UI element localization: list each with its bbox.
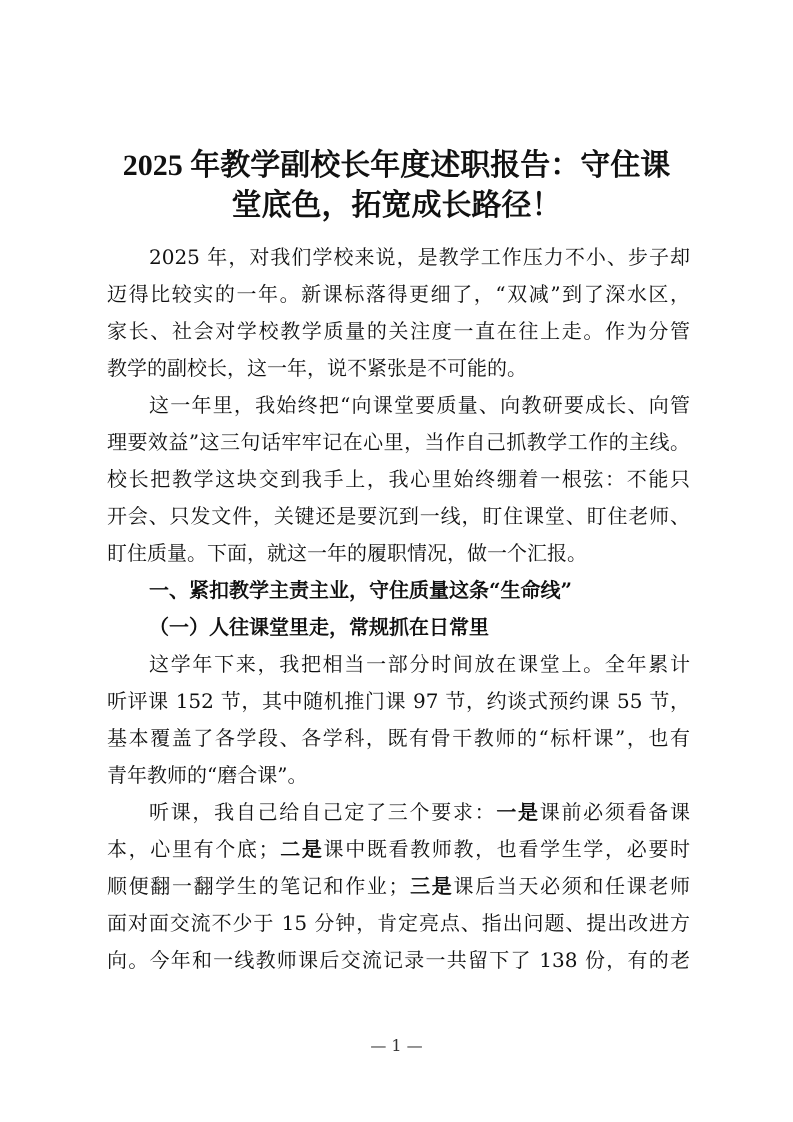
text-line: 这一年里，我始终把“向课堂要质量、向教研要成长、向管 xyxy=(149,393,690,417)
text-line xyxy=(107,905,690,942)
text-line: 一、紧扣教学主责主业，守住质量这条“生命线” xyxy=(149,578,573,602)
bold-text: 一是 xyxy=(496,800,540,824)
title-line-1: 2025 年教学副校长年度述职报告：守住课 xyxy=(122,149,671,182)
text-line: 开会、只发文件，关键还是要沉到一线，盯住课堂、盯住老师、 xyxy=(107,504,690,528)
document-body xyxy=(107,239,690,979)
text-line: 理要效益”这三句话牢牢记在心里，当作自己抓教学工作的主线。 xyxy=(107,430,690,454)
text-segment: 课后当天必须和任课老师 xyxy=(453,874,691,898)
text-line: 2025 年，对我们学校来说，是教学工作压力不小、步子却 xyxy=(149,245,690,269)
paragraph xyxy=(107,387,690,572)
text-line: 迈得比较实的一年。新课标落得更细了，“双减”到了深水区， xyxy=(107,282,690,306)
text-segment: 面对面交流不少于 15 分钟，肯定亮点、指出问题、提出改进方 xyxy=(107,911,690,935)
text-line xyxy=(107,794,690,831)
text-segment: 课前必须看备课 xyxy=(539,800,691,824)
subsection-heading xyxy=(107,609,690,646)
text-line xyxy=(107,868,690,905)
text-line: 这学年下来，我把相当一部分时间放在课堂上。全年累计 xyxy=(149,652,690,676)
text-segment: 课中既看教师教，也看学生学，必要时 xyxy=(323,837,691,861)
text-line: 盯住质量。下面，就这一年的履职情况，做一个汇报。 xyxy=(107,541,587,565)
text-segment: 向。今年和一线教师课后交流记录一共留下了 138 份，有的老 xyxy=(107,948,690,972)
page-number: — 1 — xyxy=(370,1036,423,1055)
text-line: 青年教师的“磨合课”。 xyxy=(107,763,308,787)
text-line: 教学的副校长，这一年，说不紧张是不可能的。 xyxy=(107,356,527,380)
text-line: 听评课 152 节，其中随机推门课 97 节，约谈式预约课 55 节， xyxy=(107,689,690,713)
text-line xyxy=(107,831,690,868)
bold-text: 三是 xyxy=(408,874,454,898)
title-line-2: 堂底色，拓宽成长路径！ xyxy=(231,189,562,222)
text-line: 基本覆盖了各学段、各学科，既有骨干教师的“标杆课”，也有 xyxy=(107,726,690,750)
text-line xyxy=(107,942,690,979)
bold-text: 二是 xyxy=(278,837,324,861)
text-segment: 听课，我自己给自己定了三个要求： xyxy=(149,800,497,824)
text-segment: 顺便翻一翻学生的笔记和作业； xyxy=(107,874,409,898)
paragraph xyxy=(107,239,690,387)
text-line: 校长把教学这块交到我手上，我心里始终绷着一根弦：不能只 xyxy=(107,467,690,491)
paragraph xyxy=(107,646,690,794)
document-title xyxy=(95,146,698,226)
text-line: 家长、社会对学校教学质量的关注度一直在往上走。作为分管 xyxy=(107,319,690,343)
text-segment: 本，心里有个底； xyxy=(107,837,279,861)
paragraph xyxy=(107,794,690,979)
section-heading xyxy=(107,572,690,609)
text-line: （一）人往课堂里走，常规抓在日常里 xyxy=(149,615,489,639)
